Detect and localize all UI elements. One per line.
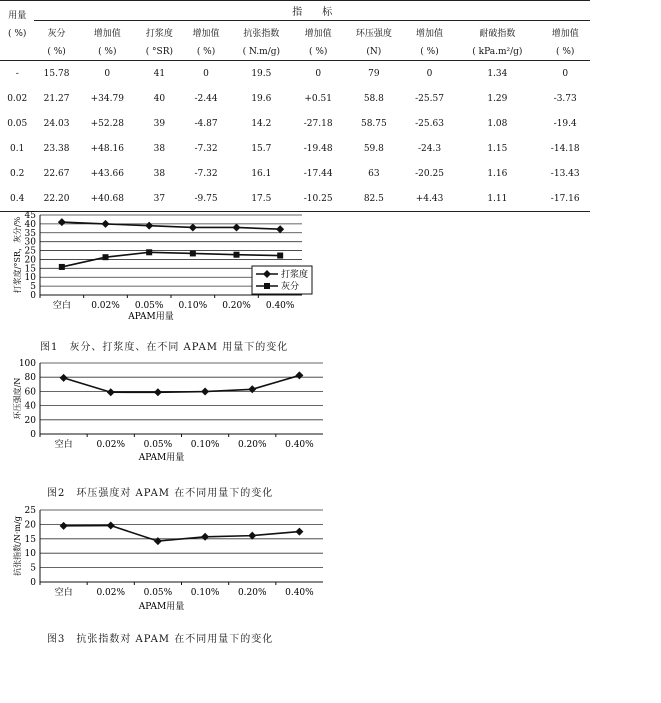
- data-point: [201, 533, 209, 541]
- y-tick-label: 35: [24, 228, 36, 239]
- table-cell: 16.1: [251, 168, 272, 179]
- table-cell: 39: [153, 118, 166, 129]
- table-cell: +43.66: [90, 168, 124, 179]
- table-row: [0, 111, 590, 136]
- x-tick-label: 0.02%: [91, 301, 120, 311]
- column-header-4: 抗张指数: [243, 28, 280, 39]
- table-cell: -3.73: [553, 93, 577, 104]
- y-tick-label: 0: [30, 578, 36, 588]
- series-line: [64, 375, 300, 392]
- data-point: [234, 252, 240, 258]
- data-point: [154, 388, 162, 396]
- table-cell: 0.05: [7, 118, 28, 129]
- data-point: [276, 225, 284, 233]
- data-table: [0, 0, 590, 212]
- table-cell: 0.2: [10, 168, 25, 179]
- table-cell: 37: [136, 186, 183, 212]
- x-axis-label: APAM用量: [128, 312, 174, 322]
- column-unit-6: (N): [343, 43, 405, 61]
- x-tick-label: 空白: [52, 301, 71, 311]
- chart-tensile-index: [0, 502, 661, 622]
- table-cell: 17.5: [229, 186, 293, 212]
- y-tick-label: 10: [24, 549, 36, 560]
- data-point: [107, 522, 115, 530]
- x-tick-label: 0.40%: [265, 301, 295, 311]
- table-cell: -24.3: [417, 143, 442, 154]
- x-tick-label: 0.02%: [96, 440, 126, 450]
- y-tick-label: 15: [24, 264, 36, 275]
- column-unit-4: ( N.m/g): [229, 43, 293, 61]
- column-header-2: 打浆度: [145, 28, 173, 39]
- column-header-5: 增加值: [304, 28, 332, 39]
- data-point: [248, 385, 256, 393]
- table-cell: 23.38: [43, 143, 70, 154]
- table-row: [0, 61, 590, 87]
- table-cell: 0: [104, 68, 111, 79]
- column-unit-7: ( %): [405, 43, 454, 61]
- x-tick-label: 0.05%: [143, 440, 173, 450]
- data-point: [190, 250, 196, 256]
- x-tick-label: 0.10%: [178, 301, 208, 311]
- y-tick-label: 15: [24, 534, 36, 545]
- y-tick-label: 45: [24, 211, 36, 221]
- y-tick-label: 0: [30, 291, 36, 301]
- table-cell: 38: [153, 143, 166, 154]
- group-header: 指 标: [34, 1, 590, 21]
- series-line: [62, 222, 280, 229]
- data-point: [58, 218, 66, 226]
- table-cell: -27.18: [303, 118, 333, 129]
- figure1-caption: 图1 灰分、打浆度、在不同 APAM 用量下的变化: [40, 342, 289, 353]
- column-unit-1: ( %): [79, 43, 136, 61]
- table-cell: 38: [153, 168, 166, 179]
- y-tick-label: 5: [30, 563, 36, 574]
- data-point: [154, 537, 162, 545]
- legend-marker: [264, 283, 270, 289]
- table-cell: +40.68: [79, 186, 136, 212]
- table-cell: +48.16: [90, 143, 124, 154]
- dosage-header: [0, 1, 34, 44]
- x-tick-label: 0.40%: [285, 440, 314, 450]
- x-tick-label: 空白: [54, 588, 73, 598]
- y-tick-label: 20: [24, 255, 36, 266]
- table-cell: 15.78: [43, 68, 70, 79]
- table-cell: 58.75: [360, 118, 387, 129]
- y-tick-label: 5: [30, 282, 36, 293]
- figure3-caption: 图3 抗张指数对 APAM 在不同用量下的变化: [47, 634, 274, 645]
- column-header-8: 耐破指数: [479, 28, 516, 39]
- y-axis-label: 环压强度/N: [13, 377, 22, 420]
- table-cell: -19.4: [553, 118, 577, 129]
- data-point: [60, 522, 68, 530]
- y-tick-label: 10: [24, 273, 36, 284]
- chart-ash-freeness: [0, 203, 661, 353]
- table-cell: -17.44: [303, 168, 333, 179]
- y-axis-label: 抗张指数/N·m/g: [13, 516, 22, 576]
- column-unit-8: ( kPa.m²/g): [454, 43, 540, 61]
- legend-label: 打浆度: [281, 270, 309, 280]
- x-axis-label: APAM用量: [138, 602, 185, 612]
- data-point: [146, 249, 152, 255]
- table-cell: -: [15, 68, 19, 79]
- data-point: [102, 220, 110, 228]
- x-tick-label: 0.20%: [222, 301, 251, 311]
- table-cell: 82.5: [343, 186, 405, 212]
- table-cell: 15.7: [251, 143, 272, 154]
- data-point: [189, 223, 197, 231]
- x-tick-label: 0.20%: [237, 440, 267, 450]
- column-unit-9: ( %): [540, 43, 590, 61]
- table-cell: 19.6: [251, 93, 272, 104]
- table-cell: -9.75: [183, 186, 229, 212]
- data-point: [107, 388, 115, 396]
- dosage-header-name: 用量: [8, 11, 27, 21]
- data-point: [60, 374, 68, 382]
- table-cell: -14.18: [550, 143, 580, 154]
- column-header-7: 增加值: [416, 28, 444, 39]
- data-point: [277, 253, 283, 259]
- table-cell: 79: [368, 68, 380, 79]
- table-cell: 59.8: [363, 143, 384, 154]
- table-cell: 63: [368, 168, 380, 179]
- y-tick-label: 40: [24, 219, 36, 230]
- dosage-header-unit: ( %): [7, 29, 27, 39]
- data-point: [201, 388, 209, 396]
- table-cell: +52.28: [90, 118, 124, 129]
- table-cell: -19.48: [303, 143, 333, 154]
- table-cell: 0.4: [0, 186, 34, 212]
- x-tick-label: 0.10%: [190, 440, 220, 450]
- table-cell: 0: [426, 68, 433, 79]
- x-tick-label: 0.20%: [237, 588, 267, 598]
- x-tick-label: 0.02%: [96, 588, 126, 598]
- table-cell: 40: [153, 93, 166, 104]
- table-cell: +4.43: [405, 186, 454, 212]
- y-tick-label: 20: [24, 415, 36, 426]
- figure2-caption: 图2 环压强度对 APAM 在不同用量下的变化: [47, 488, 274, 499]
- chart-ring-crush: [0, 355, 661, 475]
- data-point: [295, 528, 303, 536]
- x-tick-label: 空白: [54, 440, 73, 450]
- table-row: [0, 161, 590, 186]
- column-header-9: 增加值: [551, 28, 579, 39]
- x-axis-label: APAM用量: [138, 453, 185, 463]
- table-cell: -7.32: [194, 143, 218, 154]
- table-cell: -10.25: [293, 186, 342, 212]
- table-cell: 0.1: [10, 143, 25, 154]
- table-cell: 24.03: [43, 118, 70, 129]
- column-unit-2: ( °SR): [136, 43, 183, 61]
- table-cell: -2.44: [194, 93, 218, 104]
- table-cell: -20.25: [415, 168, 444, 179]
- x-tick-label: 0.40%: [285, 588, 314, 598]
- table-cell: -17.16: [540, 186, 590, 212]
- y-tick-label: 60: [24, 387, 36, 398]
- column-unit-0: ( %): [34, 43, 78, 61]
- column-header-1: 增加值: [93, 28, 121, 39]
- y-tick-label: 25: [24, 506, 36, 516]
- legend-label: 灰分: [281, 282, 300, 292]
- data-point: [145, 222, 153, 230]
- x-tick-label: 0.05%: [143, 588, 173, 598]
- blank-cell: [0, 43, 34, 61]
- table-cell: 22.67: [43, 168, 70, 179]
- column-unit-3: ( %): [183, 43, 229, 61]
- table-cell: -4.87: [194, 118, 218, 129]
- x-tick-label: 0.05%: [134, 301, 164, 311]
- y-tick-label: 100: [18, 359, 36, 369]
- data-point: [295, 371, 303, 379]
- table-cell: -25.57: [415, 93, 444, 104]
- table-cell: 0.02: [7, 93, 28, 104]
- data-point: [59, 264, 65, 270]
- table-cell: 1.15: [487, 143, 508, 154]
- y-tick-label: 40: [24, 401, 36, 412]
- y-tick-label: 25: [24, 246, 36, 257]
- table-cell: -13.43: [550, 168, 580, 179]
- table-cell: 58.8: [363, 93, 384, 104]
- table-cell: -7.32: [194, 168, 218, 179]
- y-tick-label: 80: [24, 373, 36, 384]
- table-cell: +0.51: [304, 93, 332, 104]
- table-row: [0, 136, 590, 161]
- table-cell: 1.16: [487, 168, 508, 179]
- table-cell: 14.2: [251, 118, 272, 129]
- table-cell: 0: [203, 68, 209, 79]
- data-point: [103, 254, 109, 260]
- table-cell: 21.27: [43, 93, 70, 104]
- y-axis-label: 打浆度/°SR，灰分/%: [13, 216, 22, 294]
- table-cell: 1.29: [487, 93, 508, 104]
- table-row: [0, 86, 590, 111]
- column-header-6: 环压强度: [355, 28, 392, 39]
- table-cell: 0: [315, 68, 322, 79]
- table-cell: 1.08: [487, 118, 508, 129]
- column-header-3: 增加值: [192, 28, 220, 39]
- table-cell: +34.79: [90, 93, 124, 104]
- y-tick-label: 20: [24, 520, 36, 531]
- table-cell: 19.5: [251, 68, 272, 79]
- y-tick-label: 0: [30, 430, 36, 440]
- table-cell: 22.20: [34, 186, 78, 212]
- column-unit-5: ( %): [293, 43, 342, 61]
- table-cell: 1.34: [487, 68, 508, 79]
- x-tick-label: 0.10%: [190, 588, 220, 598]
- table-cell: -25.63: [415, 118, 444, 129]
- table-cell: 41: [153, 68, 166, 79]
- table-cell: 1.11: [454, 186, 540, 212]
- data-point: [233, 223, 241, 231]
- column-header-0: 灰分: [47, 28, 66, 39]
- table-cell: 0: [562, 68, 569, 79]
- y-tick-label: 30: [24, 237, 36, 248]
